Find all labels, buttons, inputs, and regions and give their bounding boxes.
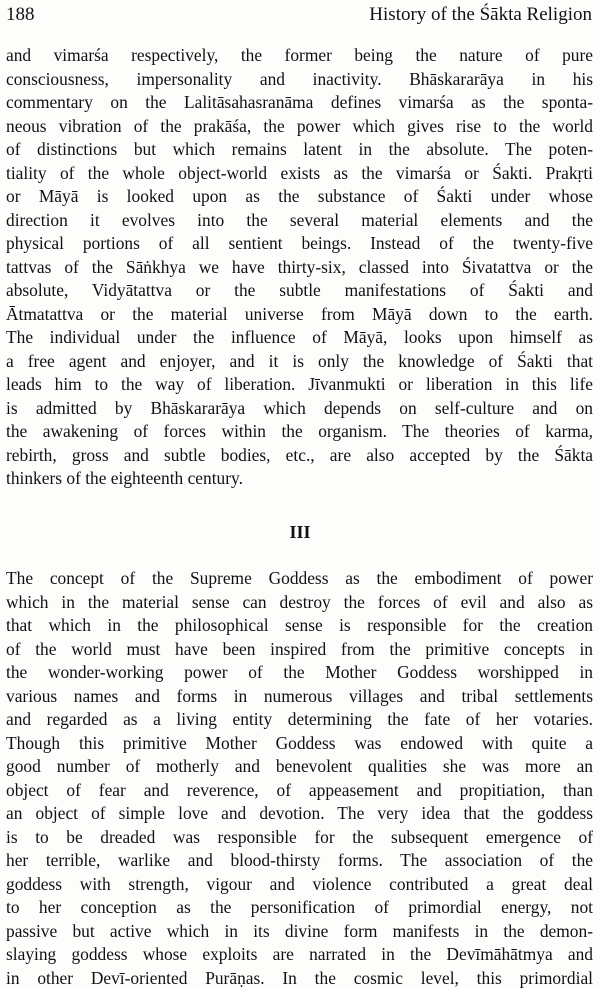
- text-line: her terrible, warlike and blood-thirsty forms. The association of the: [6, 849, 593, 873]
- text-line: neous vibration of the prakāśa, the power which gives rise to the world: [6, 115, 593, 139]
- text-line: various names and forms in numerous villages and tribal settlements: [6, 685, 593, 709]
- text-line: consciousness, impersonality and inactivity. Bhāskararāya in his: [6, 68, 593, 92]
- text-line: Though this primitive Mother Goddess was endowed with quite a: [6, 732, 593, 756]
- text-line: and regarded as a living entity determining the fate of her votaries.: [6, 708, 593, 732]
- text-line: is admitted by Bhāskararāya which depends on self-culture and on: [6, 397, 593, 421]
- text-line: an object of simple love and devotion. The very idea that the goddess: [6, 802, 593, 826]
- text-line: leads him to the way of liberation. Jīvanmukti or liberation in this life: [6, 373, 593, 397]
- text-line: object of fear and reverence, of appeasement and propitiation, than: [6, 779, 593, 803]
- running-title: History of the Śākta Religion: [369, 2, 592, 28]
- text-line: of the world must have been inspired from the primitive concepts in: [6, 638, 593, 662]
- text-line: goddess with strength, vigour and violence contributed a great deal: [6, 873, 593, 897]
- text-line: thinkers of the eighteenth century.: [6, 467, 593, 491]
- page-number: 188: [6, 2, 35, 28]
- text-line: of distinctions but which remains latent in the absolute. The poten-: [6, 138, 593, 162]
- text-line: good number of motherly and benevolent qualities she was more an: [6, 755, 593, 779]
- text-line: absolute, Vidyātattva or the subtle manifestations of Śakti and: [6, 279, 593, 303]
- text-line: commentary on the Lalitāsahasranāma defines vimarśa as the sponta-: [6, 91, 593, 115]
- text-line: to her conception as the personification of primordial energy, not: [6, 896, 593, 920]
- text-line: or Māyā is looked upon as the substance of Śakti under whose: [6, 185, 593, 209]
- text-line: the wonder-working power of the Mother Goddess worshipped in: [6, 661, 593, 685]
- text-line: that which in the philosophical sense is responsible for the creation: [6, 614, 593, 638]
- text-line: tiality of the whole object-world exists as the vimarśa or Śakti. Prakṛti: [6, 162, 593, 186]
- running-head: [6, 2, 592, 28]
- text-line: in other Devī-oriented Purāṇas. In the cosmic level, this primordial: [6, 967, 593, 990]
- text-line: direction it evolves into the several material elements and the: [6, 209, 593, 233]
- text-line: rebirth, gross and subtle bodies, etc., are also accepted by the Śākta: [6, 444, 593, 468]
- text-line: passive but active which in its divine form manifests in the demon-: [6, 920, 593, 944]
- text-line: is to be dreaded was responsible for the subsequent emergence of: [6, 826, 593, 850]
- text-line: Ātmatattva or the material universe from Māyā down to the earth.: [6, 303, 593, 327]
- text-line: physical portions of all sentient beings. Instead of the twenty-five: [6, 232, 593, 256]
- text-line: slaying goddess whose exploits are narrated in the Devīmāhātmya and: [6, 943, 593, 967]
- text-line: The concept of the Supreme Goddess as the embodiment of power: [6, 567, 593, 591]
- paragraph-1: [6, 44, 593, 491]
- text-line: a free agent and enjoyer, and it is only the knowledge of Śakti that: [6, 350, 593, 374]
- text-line: and vimarśa respectively, the former being the nature of pure: [6, 44, 593, 68]
- paragraph-2: [6, 567, 593, 990]
- section-heading: III: [0, 520, 600, 544]
- text-line: the awakening of forces within the organism. The theories of karma,: [6, 420, 593, 444]
- text-line: The individual under the influence of Māyā, looks upon himself as: [6, 326, 593, 350]
- text-line: which in the material sense can destroy the forces of evil and also as: [6, 591, 593, 615]
- text-line: tattvas of the Sāṅkhya we have thirty-six, classed into Śivatattva or the: [6, 256, 593, 280]
